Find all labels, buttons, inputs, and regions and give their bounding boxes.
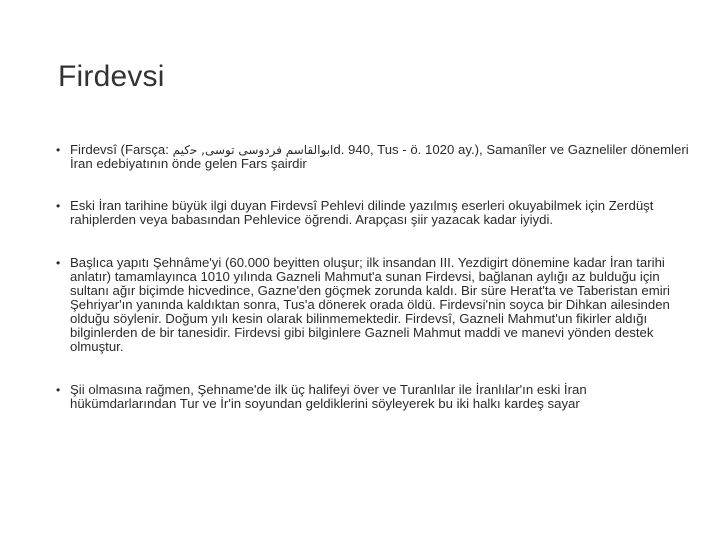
bullet-2-text: Eski İran tarihine büyük ilgi duyan Firdevsî Pehlevi dilinde yazılmış eserleri okuyabilmek için Zerdüşt rahiplerden veya babasından Pehlevice öğrendi. Arapçası şiir yazacak kadar iyiydi.	[70, 198, 654, 227]
slide-title: Firdevsi	[58, 60, 165, 93]
bullet-1-suffix: d. 940, Tus - ö. 1020 ay.), Samanîler ve Gazneliler dönemleri İran edebiyatının önde gelen Fars şairdir	[70, 142, 689, 171]
bullet-item-2	[56, 199, 696, 227]
bullet-item-1	[56, 143, 696, 171]
bullet-list	[56, 143, 696, 411]
bullet-1-persian-name: ابوالقاسم فردوسی توسی, ﺣکیم	[172, 143, 334, 157]
bullet-item-3	[56, 256, 696, 354]
bullet-4-text: Şii olmasına rağmen, Şehname'de ilk üç halifeyi över ve Turanlılar ile İranlılar'ın eski İran hükümdarlarından Tur ve İr'in soyundan geldiklerini söyleyerek bu iki halkı kardeş sayar	[70, 382, 587, 411]
bullet-3-text: Başlıca yapıtı Şehnâme'yi (60.000 beyitten oluşur; ilk insandan III. Yezdigirt dönemine kadar İran tarihi anlatır) tamamlayınca 1010 yılında Gazneli Mahmut'a sunan Firdevsi, bağlanan aylığı az bulduğu için sultanı ağır biçimde hicvedince, Gazne'den göçmek zorunda kaldı. Bir süre Herat'ta ve Taberistan emiri Şehriyar'ın yanında kaldıktan sonra, Tus'a dönerek orada öldü. Firdevsi'nin soyca bir Dihkan ailesinden olduğu söylenir. Doğum yılı kesin olarak bilinmemektedir. Firdevsî, Gazneli Mahmut'un fikirler aldığı bilginlerden de bir tanesidir. Firdevsi gibi bilginlere Gazneli Mahmut maddi ve manevi yönden destek olmuştur.	[70, 255, 670, 354]
bullet-item-4	[56, 383, 696, 411]
bullet-1-prefix: Firdevsî (Farsça:	[70, 142, 173, 157]
